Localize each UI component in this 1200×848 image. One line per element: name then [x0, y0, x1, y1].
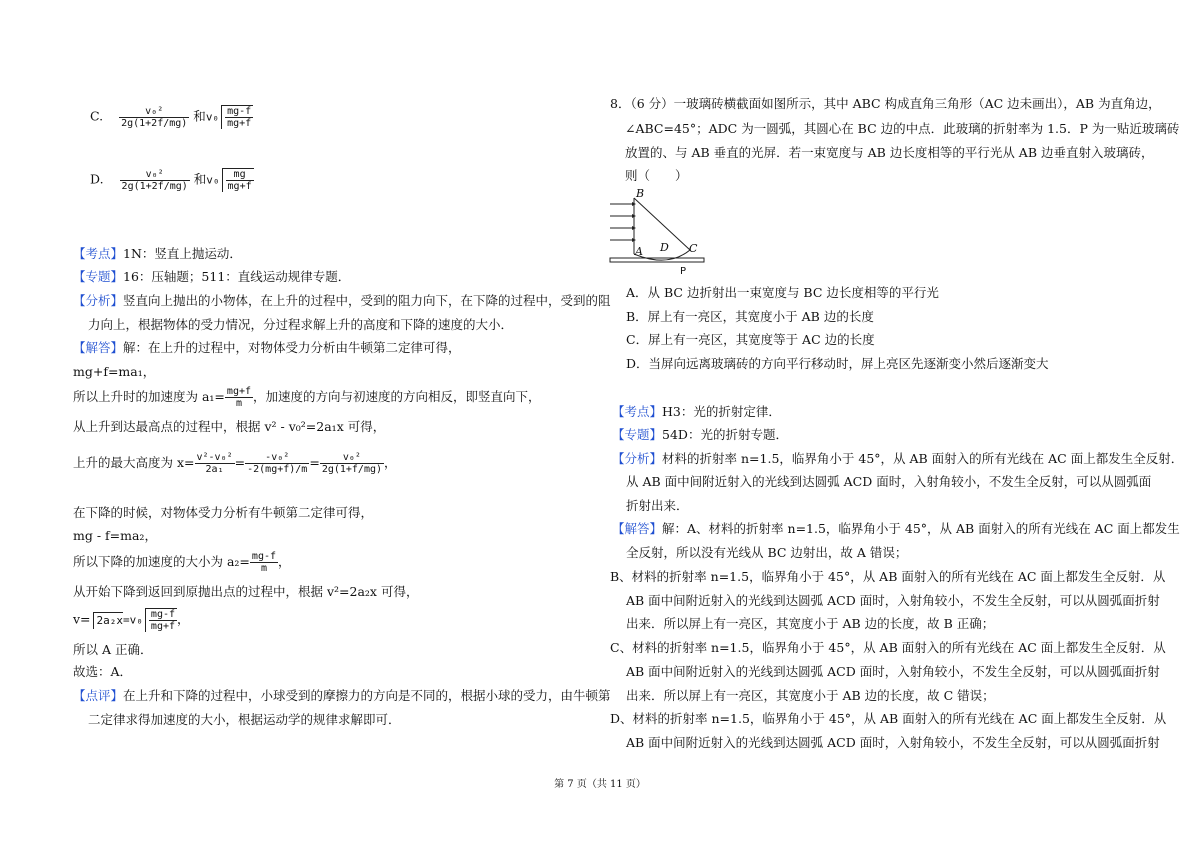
option-c-denominator: 2g(1+2f/mg) [121, 117, 188, 129]
r-jieda-tag: 【解答】 [612, 521, 663, 536]
question-line4: 则（ ） [625, 168, 688, 183]
zhuanti-text: 16：压轴题；511：直线运动规律专题． [123, 269, 351, 284]
b-line2: AB 面中间附近射入的光线到达圆弧 ACD 面时，入射角较小，不发生全反射，可以从圆弧面折射 [626, 593, 1160, 608]
v-sqrt2 [145, 608, 177, 632]
a2-num: mg-f [251, 551, 277, 562]
option-d-sqrt-frac [226, 169, 254, 192]
r-fenxi [612, 451, 1183, 467]
line-top: 从上升到达最高点的过程中，根据 v² - v₀²=2a₁x 可得， [73, 419, 386, 434]
c-line1: C、材料的折射率 n=1.5，临界角小于 45°，从 AB 面射入的所有光线在 AC 面上都发生全反射．从 [610, 640, 1166, 655]
option-c-sqrt-num: mg-f [227, 106, 252, 117]
label-b: B [636, 188, 645, 200]
r-kaodian-text: H3：光的折射定律． [662, 404, 781, 419]
option-d-right: D．当屏向远离玻璃砖的方向平行移动时，屏上亮区先逐渐变小然后逐渐变大 [626, 356, 1049, 371]
line-a1-post: ，加速度的方向与初速度的方向相反，即竖直向下， [253, 389, 541, 404]
v-sqrt-frac [149, 609, 177, 632]
zhuanti [73, 269, 350, 285]
r-jieda [612, 521, 1180, 537]
kaodian-tag: 【考点】 [73, 246, 124, 261]
line-a2-pre: 所以下降的加速度的大小为 a₂= [73, 554, 250, 569]
question-line3: 放置的、与 AB 垂直的光屏．若一束宽度与 AB 边长度相等的平行光从 AB 边垂直射入玻璃砖， [625, 145, 1154, 160]
r-jieda-line1: 解：A、材料的折射率 n=1.5，临界角小于 45°，从 AB 面射入的所有光线在 AC 面上都发生 [662, 521, 1180, 536]
a1-den: m [235, 398, 242, 409]
question-line1: 8．（6 分）一玻璃砖横截面如图所示，其中 ABC 构成直角三角形（AC 边未画出），AB 为直角边， [610, 96, 1161, 111]
r-fenxi-line1: 材料的折射率 n=1.5，临界角小于 45°，从 AB 面射入的所有光线在 AC 面上都发生全反射． [662, 451, 1184, 466]
label-a: A [635, 245, 643, 258]
option-d-sqrt-num: mg [226, 169, 254, 181]
fenxi-line2: 力向上，根据物体的受力情况，分过程求解上升的高度和下降的速度的大小． [88, 317, 514, 332]
eq-newton-down: mg - f=ma₂， [73, 528, 157, 543]
h-frac1 [195, 452, 235, 475]
option-d [90, 168, 254, 192]
option-b: B．屏上有一亮区，其宽度小于 AB 边的长度 [626, 309, 874, 324]
h-frac2-num: -v₀² [245, 452, 309, 464]
line-a2: 所以下降的加速度的大小为 a₂= $\frac{mg-f}{m}$ ， [73, 551, 291, 574]
option-d-v0: v₀ [206, 173, 220, 187]
r-fenxi-line2: 从 AB 面中间附近射入的光线到达圆弧 ACD 面时，入射角较小，不发生全反射，可以从圆弧面 [626, 474, 1152, 489]
h-frac1-den: 2a₁ [205, 464, 224, 475]
jieda-line1: 解：在上升的过程中，对物体受力分析由牛顿第二定律可得， [123, 340, 461, 355]
r-fenxi-tag: 【分析】 [612, 451, 663, 466]
option-c-sqrt-frac [225, 106, 253, 129]
h-frac2-den: -2(mg+f)/m [247, 464, 308, 475]
option-c-numerator: v₀² [119, 106, 189, 118]
h-frac3 [320, 452, 384, 475]
line-correct: 所以 A 正确． [73, 642, 153, 657]
d-line1: D、材料的折射率 n=1.5，临界角小于 45°，从 AB 面射入的所有光线在 AC 面上都发生全反射．从 [610, 711, 1167, 726]
r-kaodian-tag: 【考点】 [612, 404, 663, 419]
line-h-pre: 上升的最大高度为 x= [73, 455, 195, 470]
h-frac2 [245, 452, 309, 475]
option-c [90, 105, 253, 129]
c-line3: 出来．所以屏上有一亮区，其宽度小于 AB 边的长度，故 C 错误； [626, 688, 995, 703]
r-zhuanti-tag: 【专题】 [612, 427, 663, 442]
dianping-line2: 二定律求得加速度的大小，根据运动学的规律求解即可． [88, 712, 401, 727]
option-a: A．从 BC 边折射出一束宽度与 BC 边长度相等的平行光 [626, 285, 939, 300]
d-line2: AB 面中间附近射入的光线到达圆弧 ACD 面时，入射角较小，不发生全反射，可以从圆弧面折射 [626, 735, 1160, 750]
option-d-and: 和 [193, 171, 207, 187]
eq-newton-up: mg+f=ma₁， [73, 364, 156, 379]
line-choose: 故选：A． [73, 664, 133, 679]
r-zhuanti [612, 427, 788, 443]
option-c-v0: v₀ [205, 110, 220, 124]
a2-den: m [260, 563, 267, 574]
label-c: C [689, 242, 698, 255]
v-sqrt: 2a₂x [93, 612, 124, 629]
dianping-line1: 在上升和下降的过程中，小球受到的摩擦力的方向是不同的，根据小球的受力，由牛顿第 [123, 688, 611, 703]
a2-fraction [250, 551, 278, 574]
dianping [73, 688, 611, 704]
line-a1 [73, 386, 541, 409]
question-line2: ∠ABC=45°；ADC 为一圆弧，其圆心在 BC 边的中点．此玻璃的折射率为 1.5．P 为一贴近玻璃砖 [625, 121, 1180, 136]
line-max-height: 上升的最大高度为 x= $\frac{\text{v²-v₀²}}{\text{2a₁}}$ = $\frac{\text{-v₀²}}{-2(mg+f)/m}$ = $\frac{\text{v₀²}}{2g(1+f/mg)}$ ， [73, 452, 397, 475]
option-d-numerator: v₀² [120, 169, 190, 181]
zhuanti-tag: 【专题】 [73, 269, 124, 284]
c-line2: AB 面中间附近射入的光线到达圆弧 ACD 面时，入射角较小，不发生全反射，可以从圆弧面折射 [626, 664, 1160, 679]
option-c-right: C．屏上有一亮区，其宽度等于 AC 边的长度 [626, 332, 875, 347]
a1-fraction [225, 386, 253, 409]
h-frac1-num: v²-v₀² [196, 452, 233, 463]
v-pre: v= [73, 611, 91, 627]
label-d: D [660, 241, 669, 254]
r-fenxi-line3: 折射出来． [626, 498, 689, 513]
jieda [73, 340, 461, 356]
jieda-tag: 【解答】 [73, 340, 124, 355]
b-line1: B、材料的折射率 n=1.5，临界角小于 45°，从 AB 面射入的所有光线在 AC 面上都发生全反射．从 [610, 569, 1166, 584]
option-d-denominator: 2g(1+2f/mg) [121, 180, 188, 192]
option-c-label: C. [90, 108, 104, 124]
line-v: v= 2a₂x=v₀ $\frac{mg-f}{mg+f}$ ， [73, 609, 190, 632]
v-eq: =v₀ [123, 613, 143, 627]
page-footer: 第 7 页（共 11 页） [554, 779, 646, 790]
fenxi-line1: 竖直向上抛出的小物体，在上升的过程中，受到的阻力向下，在下降的过程中，受到的阻 [123, 293, 611, 308]
b-line3: 出来．所以屏上有一亮区，其宽度小于 AB 边的长度，故 B 正确； [626, 616, 995, 631]
fenxi [73, 293, 611, 309]
option-d-sqrt [222, 168, 254, 192]
option-d-sqrt-den: mg+f [227, 181, 252, 192]
line-a1-pre: 所以上升时的加速度为 a₁= [73, 389, 225, 404]
dianping-tag: 【点评】 [73, 688, 124, 703]
option-c-sqrt [221, 105, 253, 129]
r-jieda-line2: 全反射，所以没有光线从 BC 边射出，故 A 错误； [626, 545, 908, 560]
option-d-fraction [120, 169, 190, 192]
option-c-and: 和 [193, 108, 206, 124]
r-kaodian [612, 404, 781, 420]
option-c-sqrt-den: mg+f [227, 118, 252, 129]
kaodian-text: 1N：竖直上抛运动． [123, 246, 242, 261]
h-frac3-den: 2g(1+f/mg) [321, 464, 383, 475]
line-down: 在下降的时候，对物体受力分析有牛顿第二定律可得， [73, 505, 374, 520]
fenxi-tag: 【分析】 [73, 293, 124, 308]
h-frac3-num: v₀² [320, 452, 384, 464]
label-p: P [680, 266, 687, 277]
option-d-label: D. [90, 171, 104, 187]
r-zhuanti-text: 54D：光的折射专题． [662, 427, 788, 442]
kaodian [73, 246, 242, 262]
v-sqrt-den: mg+f [150, 621, 176, 632]
a1-num: mg+f [226, 386, 252, 397]
line-back: 从开始下降到返回到原抛出点的过程中，根据 v²=2a₂x 可得， [73, 584, 419, 599]
option-c-fraction [119, 106, 189, 129]
v-sqrt-num: mg-f [150, 609, 176, 620]
glass-brick-figure [608, 188, 708, 278]
